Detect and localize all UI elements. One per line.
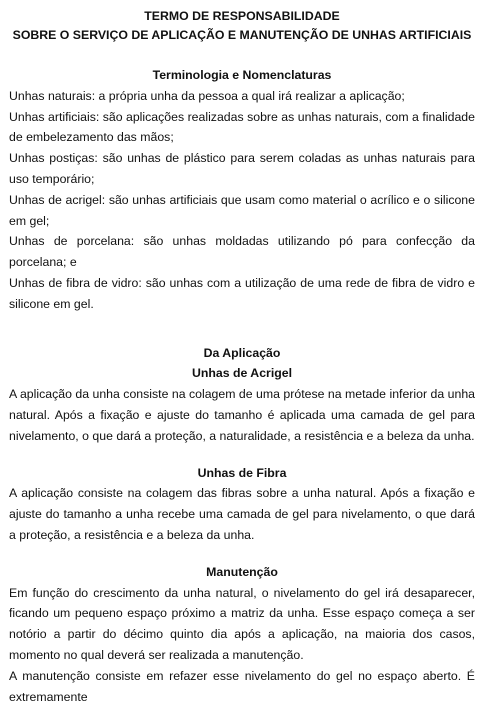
maintenance-heading: Manutenção xyxy=(206,564,278,579)
terminology-item: Unhas de fibra de vidro: são unhas com a utilização de uma rede de fibra de vidro e silicone em gel. xyxy=(9,275,475,311)
terminology-item: Unhas de acrigel: são unhas artificiais que usam como material o acrílico e o silicone em gel; xyxy=(9,192,475,228)
terminology-heading: Terminologia e Nomenclaturas xyxy=(152,68,332,82)
fibra-heading: Unhas de Fibra xyxy=(197,465,287,480)
document-subtitle: SOBRE O SERVIÇO DE APLICAÇÃO E MANUTENÇÃO DE UNHAS ARTIFICIAIS xyxy=(12,28,472,42)
application-heading: Da Aplicação xyxy=(203,345,281,360)
acrigel-paragraph: A aplicação da unha consiste na colagem de uma prótese na metade inferior da unha natural. Após a fixação e ajuste do tamanho é aplicada uma camada de gel para nivelamento, o que dará a proteção, a naturalidade, a resistência e a beleza da unha. xyxy=(9,387,475,443)
spacer xyxy=(9,45,475,65)
spacer xyxy=(9,315,475,343)
document-title: TERMO DE RESPONSABILIDADE xyxy=(144,9,340,23)
terminology-item: Unhas artificiais: são aplicações realizadas sobre as unhas naturais, com a finalidade de embelezamento das mãos; xyxy=(9,109,475,145)
document-page xyxy=(9,0,475,707)
spacer xyxy=(9,546,475,562)
maintenance-paragraph: Em função do crescimento da unha natural, o nivelamento do gel irá desaparecer, ficando um pequeno espaço próximo a matriz da unha. Esse espaço começa a ser notório a partir do décimo quinto dia após a aplicação, na maioria dos casos, momento no qual deverá ser realizada a manutenção. xyxy=(9,585,475,662)
terminology-item: Unhas naturais: a própria unha da pessoa a qual irá realizar a aplicação; xyxy=(9,88,405,103)
terminology-item: Unhas de porcelana: são unhas moldadas utilizando pó para confecção da porcelana; e xyxy=(9,234,475,270)
terminology-item: Unhas postiças: são unhas de plástico para serem coladas as unhas naturais para uso temporário; xyxy=(9,151,475,186)
spacer xyxy=(9,447,475,463)
fibra-paragraph: A aplicação consiste na colagem das fibras sobre a unha natural. Após a fixação e ajuste do tamanho a unha recebe uma camada de gel para nivelamento, o que dará a proteção, a resistência e a beleza da unha. xyxy=(9,486,475,542)
acrigel-heading: Unhas de Acrigel xyxy=(192,366,292,381)
maintenance-paragraph: A manutenção consiste em refazer esse nivelamento do gel no espaço aberto. É extremamente xyxy=(9,668,475,704)
